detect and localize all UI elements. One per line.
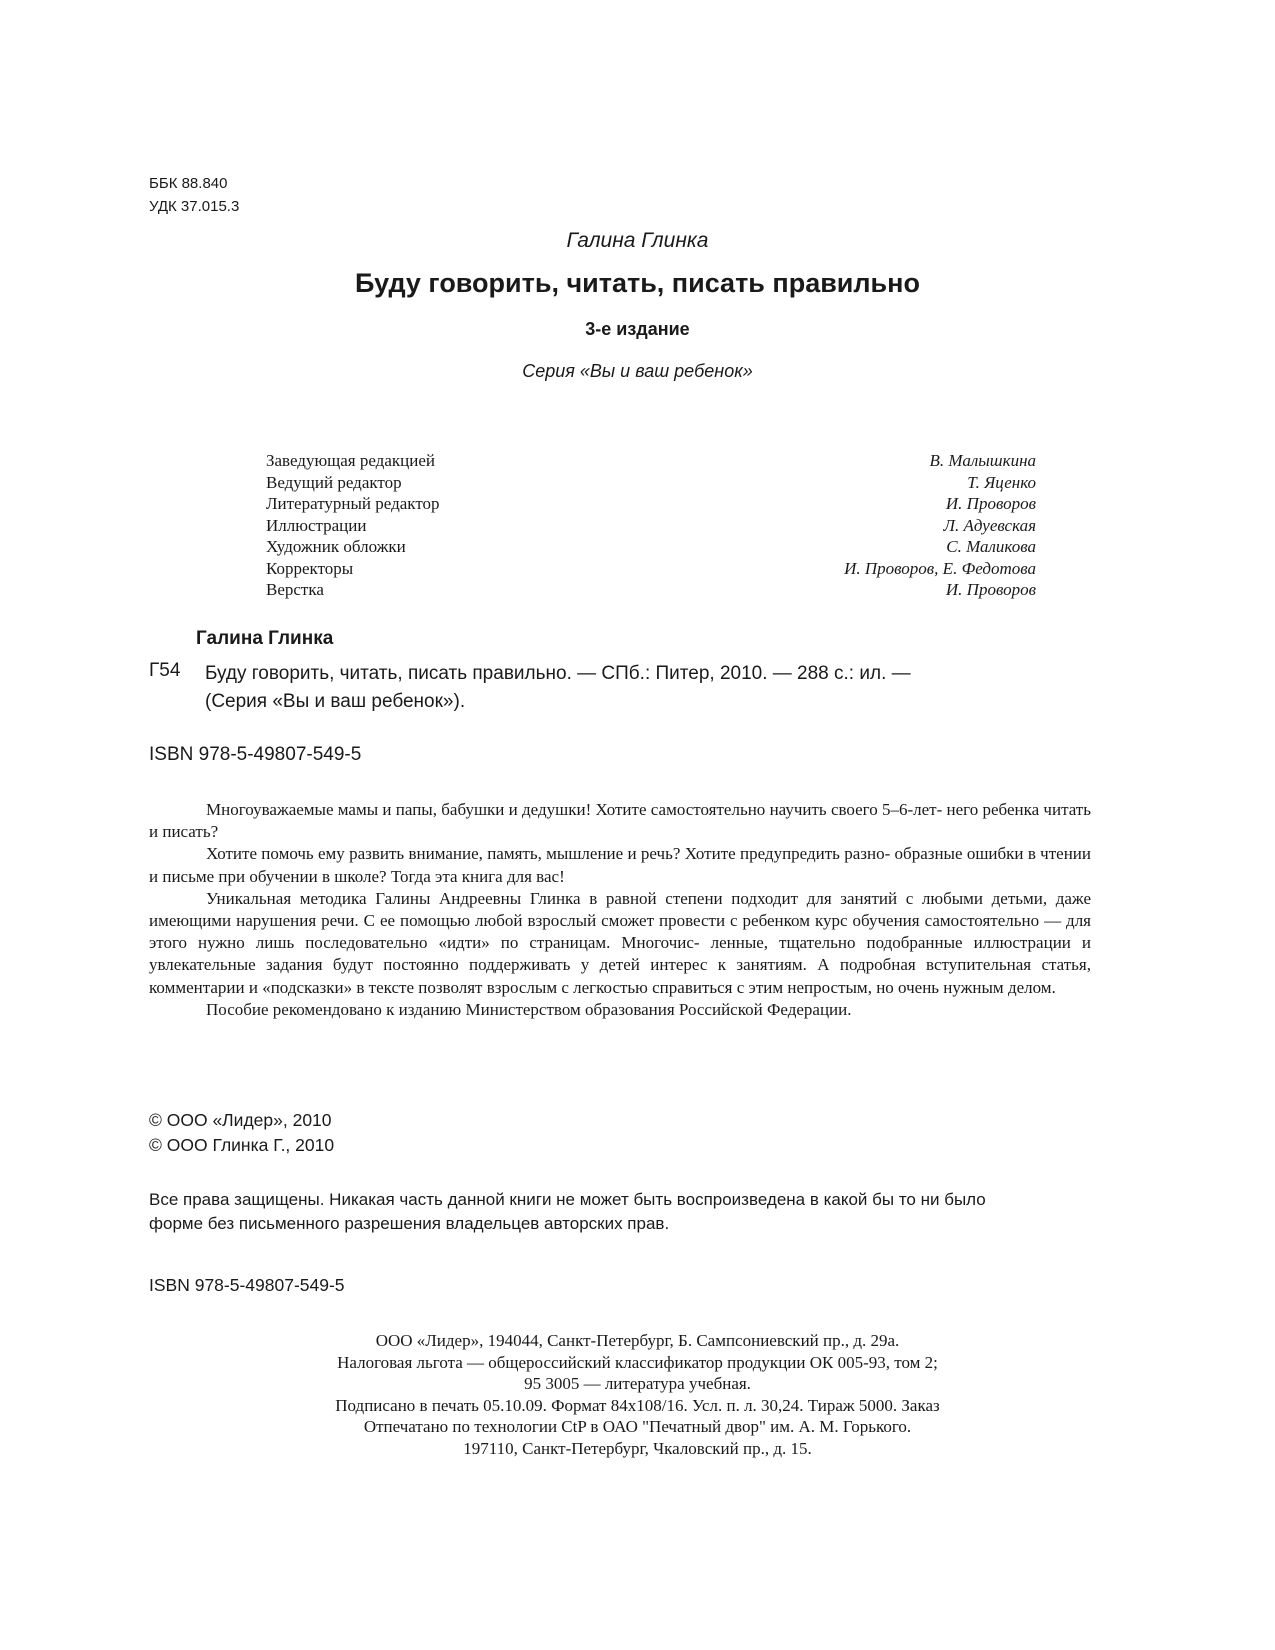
staff-name: И. Проворов [945, 580, 1036, 599]
staff-name: В. Малышкина [929, 451, 1036, 470]
staff-row [266, 536, 1036, 558]
catalog-code: Г54 [149, 660, 181, 681]
annotation [149, 799, 1091, 1021]
staff-role: Ведущий редактор [266, 472, 402, 492]
staff-row [266, 579, 1036, 601]
staff-name: Т. Яценко [967, 472, 1036, 492]
imprint-line: ООО «Лидер», 194044, Санкт-Петербург, Б. Сампсониевский пр., д. 29а. [375, 1331, 900, 1350]
staff-role: Корректоры [266, 558, 354, 578]
catalog-line-2: (Серия «Вы и ваш ребенок»). [205, 691, 466, 712]
staff-role: Художник обложки [266, 537, 406, 556]
catalog-description [205, 660, 1045, 716]
imprint-line: Налоговая льгота — общероссийский классификатор продукции ОК 005-93, том 2; [337, 1352, 938, 1372]
staff-name: С. Маликова [946, 537, 1036, 556]
udk-code: УДК 37.015.3 [149, 198, 240, 215]
annotation-paragraph: Многоуважаемые мамы и папы, бабушки и дедушки! Хотите самостоятельно научить своего 5–6-лет- него ребенка читать и писать? [149, 800, 1091, 842]
catalog-line-1: Буду говорить, читать, писать правильно. — СПб.: Питер, 2010. — 288 с.: ил. — [205, 663, 911, 684]
staff-name: И. Проворов [945, 494, 1036, 513]
imprint-line: 197110, Санкт-Петербург, Чкаловский пр., д. 15. [463, 1438, 812, 1458]
copyright-block [149, 1108, 334, 1158]
copyright-line: © ООО «Лидер», 2010 [149, 1110, 332, 1130]
rights-line: Все права защищены. Никакая часть данной книги не может быть воспроизведена в какой бы то ни было [149, 1190, 986, 1209]
staff-name: И. Проворов, Е. Федотова [844, 558, 1036, 578]
bbk-code: ББК 88.840 [149, 175, 228, 192]
isbn-catalog: ISBN 978-5-49807-549-5 [149, 744, 362, 765]
rights-notice [149, 1188, 1109, 1236]
staff-row [266, 558, 1036, 580]
imprint-line: Подписано в печать 05.10.09. Формат 84х108/16. Усл. п. л. 30,24. Тираж 5000. Заказ [335, 1395, 940, 1415]
staff-name: Л. Адуевская [943, 515, 1036, 535]
staff-row [266, 472, 1036, 494]
imprint [0, 1330, 1275, 1459]
author-name: Галина Глинка [566, 229, 709, 252]
annotation-paragraph: Уникальная методика Галины Андреевны Глинка в равной степени подходит для занятий с любыми детьми, даже имеющими нарушения речи. С ее помощью любой взрослый сможет провести с ребенком курс обучения самостоятельно — для этого нужно лишь последовательно «идти» по страницам. Многочис- ленные, тщательно подобранные иллюстрации и увлекательные задания будут постоянно поддерживать у детей интерес к занятиям. А подробная вступительная статья, комментарии и «подсказки» в тексте позволят взрослым с легкостью справиться с этим непростым, но очень нужным делом. [149, 888, 1091, 997]
staff-role: Иллюстрации [266, 515, 367, 535]
rights-line: форме без письменного разрешения владельцев авторских прав. [149, 1214, 670, 1233]
staff-row [266, 515, 1036, 537]
edition-label: 3-е издание [585, 319, 690, 339]
imprint-line: 95 3005 — литература учебная. [524, 1374, 751, 1393]
staff-credits [266, 450, 1036, 601]
catalog-author: Галина Глинка [196, 628, 334, 649]
isbn-bottom: ISBN 978-5-49807-549-5 [149, 1275, 345, 1295]
book-title: Буду говорить, читать, писать правильно [355, 268, 920, 298]
staff-row [266, 450, 1036, 472]
staff-role: Верстка [266, 580, 324, 599]
series-label: Серия «Вы и ваш ребенок» [522, 361, 753, 381]
imprint-line: Отпечатано по технологии CtP в ОАО "Печатный двор" им. А. М. Горького. [363, 1417, 912, 1436]
annotation-paragraph: Хотите помочь ему развить внимание, память, мышление и речь? Хотите предупредить разно- образные ошибки в чтении и письме при обучении в школе? Тогда эта книга для вас! [149, 844, 1091, 886]
staff-role: Литературный редактор [266, 494, 440, 513]
copyright-line: © ООО Глинка Г., 2010 [149, 1135, 335, 1155]
annotation-paragraph: Пособие рекомендовано к изданию Министерством образования Российской Федерации. [206, 999, 852, 1019]
staff-role: Заведующая редакцией [266, 451, 435, 470]
staff-row [266, 493, 1036, 515]
